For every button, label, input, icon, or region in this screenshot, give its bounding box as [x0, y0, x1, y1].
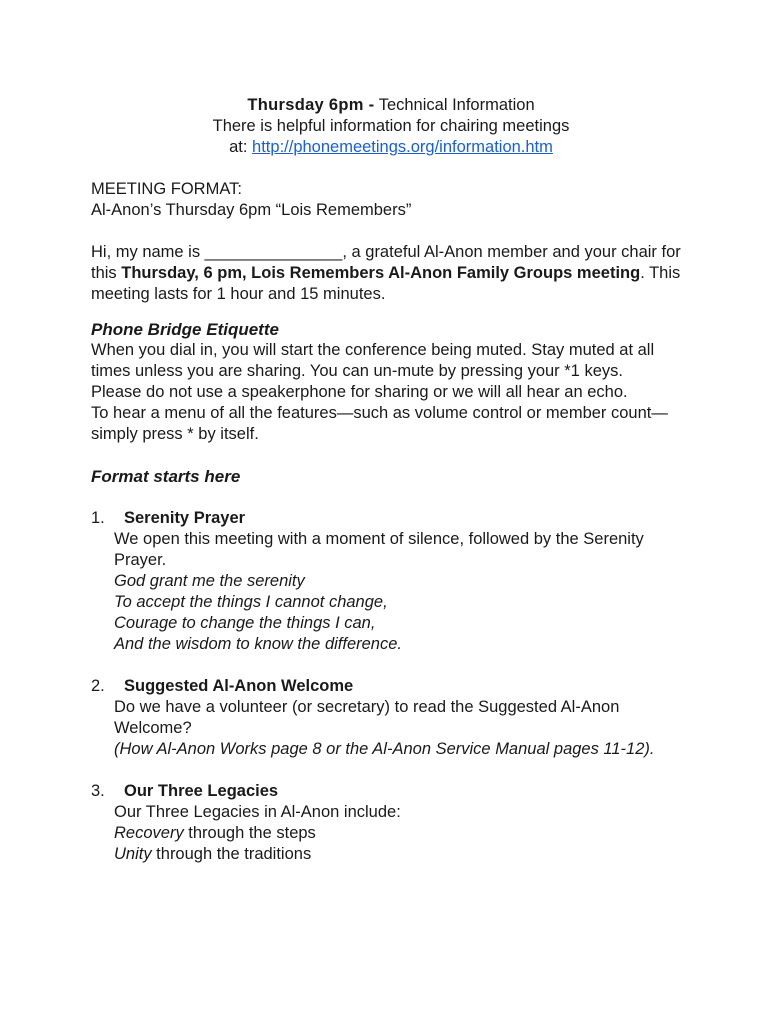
document-header — [91, 95, 691, 158]
title-rest: Technical Information — [374, 96, 535, 114]
information-link[interactable]: http://phonemeetings.org/information.htm — [252, 138, 553, 156]
legacy-line — [114, 844, 691, 865]
etiquette-para-2: Please do not use a speakerphone for sharing or we will all hear an echo. — [91, 383, 628, 401]
item-title: Our Three Legacies — [124, 782, 279, 800]
legacy-term: Recovery — [114, 824, 184, 842]
prayer-line: To accept the things I cannot change, — [114, 593, 388, 611]
item-title: Serenity Prayer — [124, 509, 246, 527]
list-number: 1. — [91, 509, 105, 527]
prayer-line: Courage to change the things I can, — [114, 614, 376, 632]
intro-paragraph — [91, 242, 691, 305]
meeting-format-label: MEETING FORMAT: — [91, 180, 242, 198]
item-body: We open this meeting with a moment of silence, followed by the Serenity Prayer. — [114, 530, 644, 569]
header-subtitle: There is helpful information for chairing meetings — [212, 117, 570, 135]
item-title: Suggested Al-Anon Welcome — [124, 677, 354, 695]
format-list — [91, 508, 691, 865]
document-page — [91, 95, 691, 865]
etiquette-heading: Phone Bridge Etiquette — [91, 320, 279, 339]
item-body: Our Three Legacies in Al-Anon include: — [114, 803, 401, 821]
legacy-term: Unity — [114, 845, 152, 863]
prayer-line: God grant me the serenity — [114, 572, 305, 590]
prayer-line: And the wisdom to know the difference. — [114, 635, 402, 653]
intro-meeting-name: Thursday, 6 pm, Lois Remembers Al-Anon Family Groups meeting — [121, 264, 641, 282]
legacy-rest: through the traditions — [151, 845, 312, 863]
intro-part1: Hi, my name is _______________, a grateful Al-Anon member and your chair for this — [91, 243, 681, 282]
list-item-legacies — [91, 781, 691, 865]
list-number: 2. — [91, 677, 105, 695]
item-note: (How Al-Anon Works page 8 or the Al-Anon Service Manual pages 11-12). — [114, 740, 655, 758]
legacy-rest: through the steps — [183, 824, 316, 842]
meeting-format-name: Al-Anon’s Thursday 6pm “Lois Remembers” — [91, 201, 412, 219]
header-link-line — [91, 137, 691, 158]
format-start-heading: Format starts here — [91, 467, 241, 486]
list-item-serenity-prayer — [91, 508, 691, 655]
etiquette-para-3: To hear a menu of all the features—such as volume control or member count—simply press * by itself. — [91, 404, 668, 443]
legacy-line — [114, 823, 691, 844]
intro-part2: . This meeting lasts for 1 hour and 15 minutes. — [91, 264, 681, 303]
link-prefix: at: — [229, 138, 253, 156]
list-number: 3. — [91, 782, 105, 800]
title-bold: Thursday 6pm - — [247, 96, 375, 114]
document-title — [91, 95, 691, 116]
etiquette-para-1: When you dial in, you will start the conference being muted. Stay muted at all times unless you are sharing. You can un-mute by pressing your *1 keys. — [91, 341, 655, 380]
list-item-welcome — [91, 676, 691, 760]
item-body: Do we have a volunteer (or secretary) to read the Suggested Al-Anon Welcome? — [114, 698, 620, 737]
